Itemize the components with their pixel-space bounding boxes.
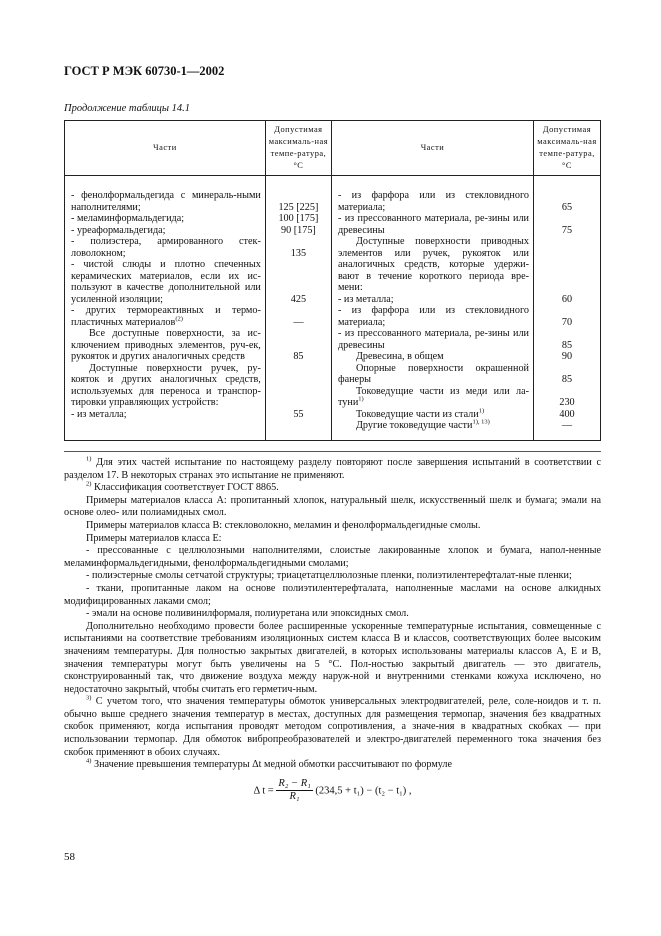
left-row-text: - других термореактивных и термо-пластичных материалов$^{(2)}$ [71,305,261,328]
footnote-paragraph: - ткани, пропитанные лаком на основе полиэтилентерефталата, наполненные маслами на основе алкидных модифицированных лаками смол; [64,582,601,607]
footnote-ref: 1) [478,407,485,415]
left-row-value: 425 [290,293,307,305]
left-row-value: 55 [293,408,304,420]
footnote-paragraph: $^{2)}$ Классификация соответствует ГОСТ 8865. [86,480,279,494]
footnote-ref: 1), 13) [472,418,490,426]
left-row-text: - чистой слюды и плотно спеченных керамических материалов, если их ис-пользуют в качестве дополнительной или усиленной изоляции; [71,259,261,305]
left-row-text: - уреаформальдегида; [71,224,166,236]
footnote-paragraph: - эмали на основе поливинилформаля, полиуретана или эпоксидных смол. [86,608,409,620]
formula-lhs: Δ t = [253,785,274,797]
col-header-temp-right: Допустимая максималь-ная темпе-ратура, °С [534,121,601,176]
footnotes [64,451,601,804]
right-row-text: Токоведущие части из стали$^{1)}$ [355,407,485,420]
footnote-paragraph: $^{4)}$ Значение превышения температуры Δt медной обмотки рассчитывают по формуле [86,757,453,771]
table-caption: Продолжение таблицы 14.1 [64,103,191,114]
right-row-value: — [561,420,573,431]
footnote-paragraph: - полиэстерные смолы сетчатой структуры; триацетатцеллюлозные пленки, полиэтилентерефталат-ные пленки; [86,570,572,582]
right-row-text: Древесина, в общем [355,351,444,362]
footnote-paragraph: $^{1)}$ Для этих частей испытание по настоящему разделу повторяют после завершения испытаний в соответствии с разделом 17. В некоторых странах это испытание не применяют. [64,455,601,481]
footnote-mark: 1) [86,455,92,463]
footnote-paragraph: Примеры материалов класса А: пропитанный хлопок, натуральный шелк, искусственный шелк и бумага; эмали на основе олео- или полиамидных смол. [64,494,601,519]
footnote-mark: 4) [86,757,92,765]
footnote-ref: 1) [358,395,364,403]
right-row-value [534,236,600,294]
right-row-value: 400 [559,408,575,420]
footnote-mark: 2) [86,480,92,488]
left-row-text: Доступные поверхности ручек, ру-кояток и других аналогичных средств, используемых для переноса и транспор-тировки управляющих устройств: [71,362,261,408]
formula-numerator: R₂ − R₁ [276,778,312,792]
left-row-text: Все доступные поверхности, за ис-ключением приводных элементов, руч-ек, рукояток и других аналогичных средств [71,328,261,362]
right-row-text: - из металла; [337,293,394,305]
left-row-value: 85 [293,351,304,362]
right-row-text: - из фарфора или из стекловидного материала; [337,305,529,328]
right-row-value: 230 [559,397,575,408]
right-row-text: - из прессованного материала, ре-зины или древесины [337,213,529,236]
left-row-value: — [293,316,304,328]
right-row-value: 90 [561,351,573,362]
right-row-value: 65 [561,201,573,213]
col-header-temp-left: Допустимая максималь-ная темпе-ратура, °С [265,121,331,176]
right-row-value: 70 [561,316,573,328]
left-row-text: - из металла; [71,408,127,420]
right-row-text: Другие токоведущие части$^{1), 13)}$ [355,418,490,431]
left-row-text: - меламинформальдегида; [71,213,185,224]
left-row-value: 125 [225] [278,201,319,213]
formula-denominator: R₁ [289,791,300,803]
col-header-parts-left: Части [65,121,266,176]
left-row-value [266,363,331,409]
footnote-paragraph: Примеры материалов класса В: стекловолокно, меламин и фенолформальдегидные смолы. [86,519,481,531]
right-row-text: Опорные поверхности окрашенной фанеры [337,362,529,385]
right-row-text: Доступные поверхности приводных элементов или ручек, рукояток или аналогичных средств, которые удержи-вают в течение короткого периода вре-мени: [337,236,529,293]
right-row-text: - из фарфора или из стекловидного материала; [337,190,529,213]
right-row-text: Токоведущие части из меди или ла-туни$^{1)}$ [337,385,529,408]
document-header: ГОСТ Р МЭК 60730-1—2002 [64,64,225,78]
left-row-value: 100 [175] [278,213,319,224]
right-row-value: 85 [561,374,573,385]
page-number: 58 [64,851,75,863]
formula [64,778,601,804]
formula-rhs: (234,5 + t₁) − (t₂ − t₁) , [315,785,412,797]
left-row-value: 90 [175] [281,224,316,236]
formula-fraction [276,778,312,804]
temperature-table [64,120,601,441]
left-row-text: - фенолформальдегида с минераль-ными наполнителями; [71,190,261,213]
footnote-paragraph: Дополнительно необходимо провести более расширенные ускоренные температурные испытания, совмещенные с испытаниями на соответствие требованиям изоляционных систем класса В и классов, соответствующих более высоким значениям температуры. Для полностью закрытых двигателей, в которых использованы материалы классов А, Е и В, значения температуры могут быть увеличены на 5 °С. Пол-ностью закрытый двигатель — это двигатель, сконструированный так, что движение воздуха между наруж-ной и внутренними стенками кожуха исключено, но недостаточно закрытый, чтобы считать его герметич-ным. [64,620,601,695]
left-row-value: 135 [290,247,307,259]
left-row-text: - полиэстера, армированного стек-ловолокном; [71,236,261,259]
footnote-paragraph: $^{3)}$ С учетом того, что значения температуры обмоток универсальных электродвигателей, реле, соле-ноидов и т. п. обычно выше среднего значения температур в местах, доступных для размещения термопар, значения без квадратных скобок применяют, когда испытания проводят методом сопротивления, а значе-ния в квадратных скобках — при использовании термопар. Для обмоток вибропреобразователей и электро-двигателей переменного тока значения без скобок применяют в обоих случаях. [64,694,602,758]
footnote-paragraph: - прессованные с целлюлозными наполнителями, слоистые лакированные хлопок и бумага, напол-ненные меламинформальдегидными, фенолформальдегидными смолами; [64,545,601,569]
right-row-value: 85 [561,339,573,351]
right-row-text: - из прессованного материала, ре-зины или древесины [337,328,529,351]
col-header-parts-right: Части [331,121,533,176]
right-row-value: 60 [561,293,573,305]
footnote-paragraph: Примеры материалов класса Е: [86,532,222,544]
right-row-value: 75 [561,224,573,236]
footnote-mark: 3) [86,694,92,702]
footnote-ref: (2) [175,315,183,323]
